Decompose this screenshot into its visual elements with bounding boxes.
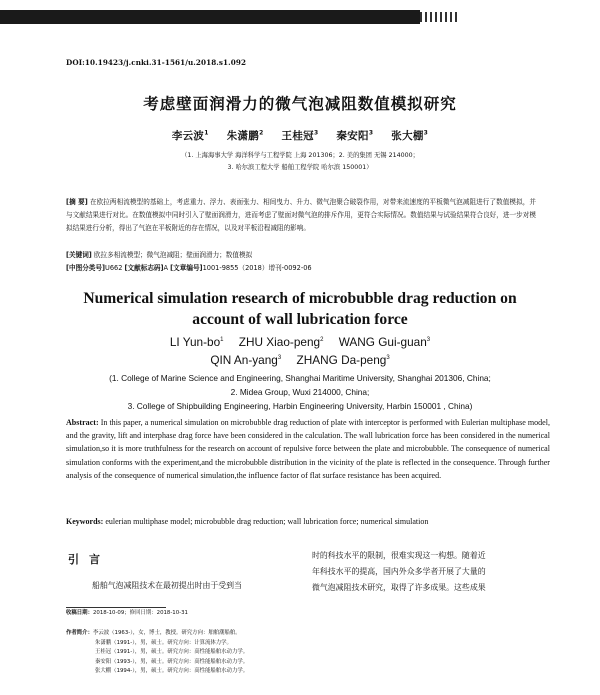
author-cn: 王桂冠$^3$: [281, 129, 319, 142]
abstract-english: [66, 416, 550, 482]
keywords-cn-label: [关键词]: [66, 251, 92, 259]
doi: DOI:10.19423/j.cnki.31-1561/u.2018.s1.092: [66, 58, 247, 67]
affiliation-cn-line: 3. 哈尔滨工程大学 船舶工程学院 哈尔滨 150001）: [227, 164, 373, 171]
author-en: ZHU Xiao-peng$^2$: [238, 335, 324, 349]
abstract-cn-label: [摘 要]: [66, 198, 88, 206]
author-cn: 张大棚$^3$: [391, 129, 429, 142]
author-en: QIN An-yang$^3$: [210, 353, 282, 367]
abstract-en-text: In this paper, a numerical simulation on microbubble drag reduction of plate with interceptor is performed with Eulerian multiphase model, and the gravity, lift and interphase drag force have been considered in the calculation. The wall lubrication force has been considered in the numerical simulation,so it is more truthfulness for the research on account of repulsive force between the plate and microbubble. The consequence of numerical simulation conforms with the experiment,and the microbubble distribution in the vicinity of the plate is reflected in the consequence. Through further analysis of the consequence of numerical simulation,the influence factor of flat surface resistance has been acquired.: [66, 418, 550, 480]
intro-right-line: 微气泡减阻技术研究，取得了许多成果。这些成果: [312, 583, 486, 592]
classification-chinese: [中图分类号]U662 [文献标志码]A [文章编号]1001-9855（2018）增刊-0092-06: [66, 264, 312, 272]
title-en-line: account of wall lubrication force: [192, 311, 408, 328]
authors-english-row: [0, 353, 600, 367]
authors-english-row: [0, 335, 600, 349]
keywords-cn-text: 欧拉多相流模型；微气泡减阻；壁面润滑力；数值模拟: [93, 251, 253, 259]
author-en: WANG Gui-guan$^3$: [338, 335, 431, 349]
bio-row: 张大棚（1994-），男，硕士。研究方向：高性能船舶水动力学。: [95, 668, 249, 674]
keywords-english: [66, 517, 550, 526]
title-english: [0, 288, 600, 330]
authors-chinese: [0, 128, 600, 143]
keywords-en-text: eulerian multiphase model; microbubble drag reduction; wall lubrication force; numerical simulation: [105, 517, 429, 526]
bio-row: 作者简介：李云波（1963-），女，博士，教授。研究方向：舶舶潮船舶。: [66, 630, 241, 636]
section-heading-introduction: 引言: [68, 553, 110, 566]
keywords-chinese: [66, 249, 536, 259]
bio-row: 王桂冠（1991-），男，硕士。研究方向：高性能船舶水动力学。: [95, 649, 249, 655]
author-cn: 李云波$^1$: [171, 129, 209, 142]
intro-right-line: 时的科技水平的限制，很难实现这一构想。随着近: [312, 551, 486, 560]
scan-artifact-noise: [420, 12, 460, 22]
affiliation-en-line: 3. College of Shipbuilding Engineering, Harbin Engineering University, Harbin 150001 , China): [127, 401, 473, 411]
footnote-author-bios: [66, 629, 366, 677]
bio-row: 秦安阳（1993-），男，硕士。研究方向：高性能船舶水动力学。: [95, 658, 249, 665]
bio-row: 朱潇鹏（1991-），男，硕士。研究方向：计算流体力学。: [95, 639, 232, 646]
intro-paragraph-left: 船舶气泡减阻技术在最初提出时由于受到当: [92, 581, 242, 590]
author-cn: 朱潇鹏$^2$: [226, 129, 264, 142]
keywords-en-label: Keywords:: [66, 517, 104, 526]
abstract-en-label: Abstract:: [66, 418, 99, 427]
affiliation-cn-line: （1. 上海海事大学 海洋科学与工程学院 上海 201306；2. 美的集团 无锡 214000；: [181, 152, 419, 159]
scan-artifact-bar: [0, 10, 420, 24]
author-cn: 秦安阳$^3$: [336, 129, 374, 142]
intro-paragraph-right: [312, 548, 556, 596]
intro-right-line: 年科技水平的提高，国内外众多学者开展了大量的: [312, 567, 486, 576]
abstract-cn-text: 在欧拉两相流模型的基础上，考虑重力、浮力、表面张力、相间曳力、升力、微气泡聚合破裂作用，对带来流速度的平板微气泡减阻进行了数值模拟，并与文献结果进行对比。在数值模拟中同时引入了壁面润滑力，进而考虑了壁面对微气泡的排斥作用，更符合实际情况。数值结果与试验结果符合良好，进一步对模拟结果进行分析，得出了气泡在平板附近的存在情况，以及对平板沿程减阻的影响。: [66, 198, 537, 232]
footnote-divider: [66, 607, 166, 608]
affiliation-en-line: (1. College of Marine Science and Engineering, Shanghai Maritime University, Shanghai 201306, China;: [109, 373, 491, 383]
title-chinese: 考虑壁面润滑力的微气泡减阻数值模拟研究: [143, 95, 457, 113]
abstract-chinese: [66, 196, 536, 234]
author-en: ZHANG Da-peng$^3$: [296, 353, 390, 367]
title-en-line: Numerical simulation research of microbubble drag reduction on: [83, 290, 517, 307]
affiliation-en-line: 2. Midea Group, Wuxi 214000, China;: [230, 387, 370, 397]
author-en: LI Yun-$bo^1$: [169, 335, 224, 349]
footnote-dates: 收稿日期：2018-10-09；修回日期：2018-10-31: [66, 610, 188, 616]
